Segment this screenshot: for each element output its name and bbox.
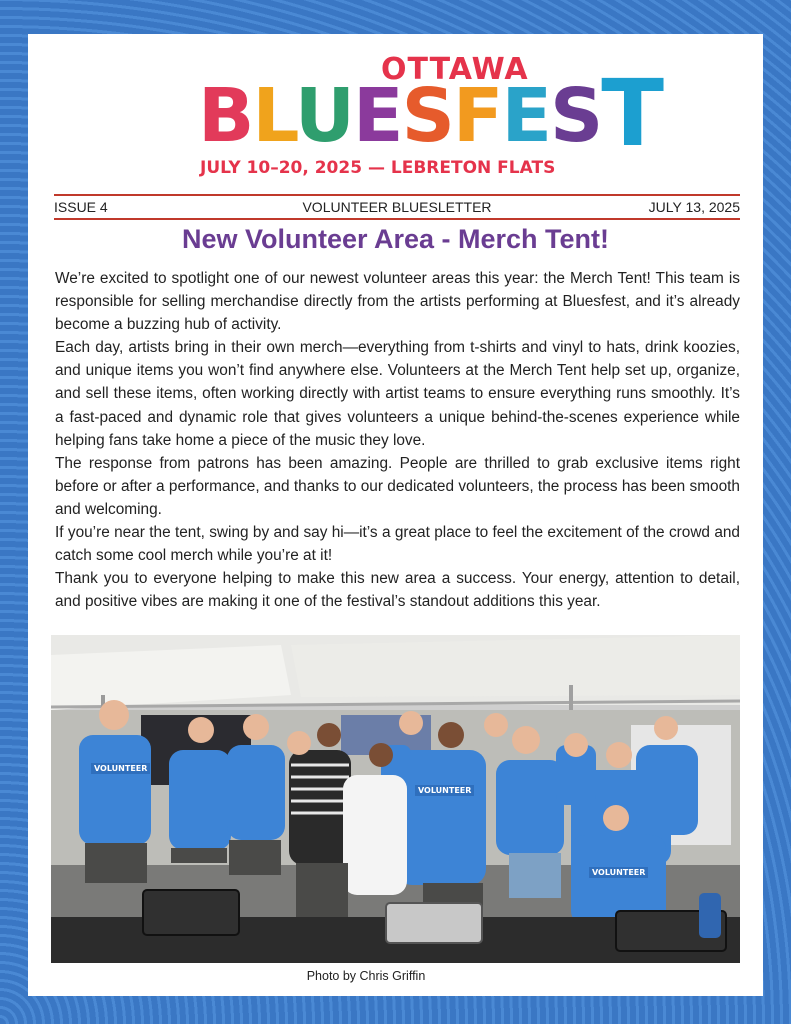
newsletter-page [28, 34, 763, 996]
article-paragraph: We’re excited to spotlight one of our newest volunteer areas this year: the Merch Tent! This team is responsible for selling merchandise directly from the artists performing at Bluesfest, and it’s already become a buzzing hub of activity. [55, 270, 740, 334]
article-body [55, 267, 740, 613]
logo-letter: B [198, 73, 253, 159]
article-paragraph: Each day, artists bring in their own merch—everything from t-shirts and vinyl to hats, drink koozies, and unique items you won’t find anywhere else. Volunteers at the Merch Tent help set up, organize, and sell these items, often working directly with artist teams to ensure everything runs smoothly. It’s a fast-paced and dynamic role that gives volunteers a unique behind-the-scenes experience while helping fans take home a piece of the music they love. [55, 339, 740, 449]
issue-number: ISSUE 4 [54, 199, 108, 215]
logo-letter: S [401, 73, 453, 159]
logo-letter: E [353, 73, 402, 159]
article-headline: New Volunteer Area - Merch Tent! [181, 224, 610, 254]
logo-dates-location: JULY 10–20, 2025 — LEBRETON FLATS [200, 158, 556, 178]
article-paragraph: Thank you to everyone helping to make this new area a success. Your energy, attention to detail, and positive vibes are making it one of the festival’s standout additions this year. [55, 570, 740, 611]
photo-illustration [51, 635, 740, 963]
article-paragraph: If you’re near the tent, swing by and say hi—it’s a great place to feel the excitement of the crowd and catch some cool merch while you’re at it! [55, 524, 740, 565]
issue-date: JULY 13, 2025 [648, 199, 740, 215]
logo-ottawa: OTTAWA [381, 52, 529, 87]
masthead-bottom-rule [54, 218, 740, 220]
shirt-logo: VOLUNTEER [91, 763, 150, 774]
logo-letter: S [550, 73, 602, 159]
logo-letter: E [501, 73, 550, 159]
shirt-logo: VOLUNTEER [415, 785, 474, 796]
logo-letter: F [452, 73, 502, 159]
newsletter-name: VOLUNTEER BLUESLETTER [302, 199, 492, 215]
bluesfest-logo [198, 52, 663, 187]
logo-letter: L [252, 73, 295, 159]
logo-letter: T [601, 60, 663, 167]
logo-letter: U [294, 73, 354, 159]
photo-caption: Photo by Chris Griffin [306, 969, 426, 983]
volunteer-group-photo [51, 635, 740, 963]
article-paragraph: The response from patrons has been amazing. People are thrilled to grab exclusive items right before or after a performance, and thanks to our dedicated volunteers, the process has been smooth and welcoming. [55, 454, 740, 518]
masthead [54, 196, 740, 218]
shirt-logo: VOLUNTEER [589, 867, 648, 878]
